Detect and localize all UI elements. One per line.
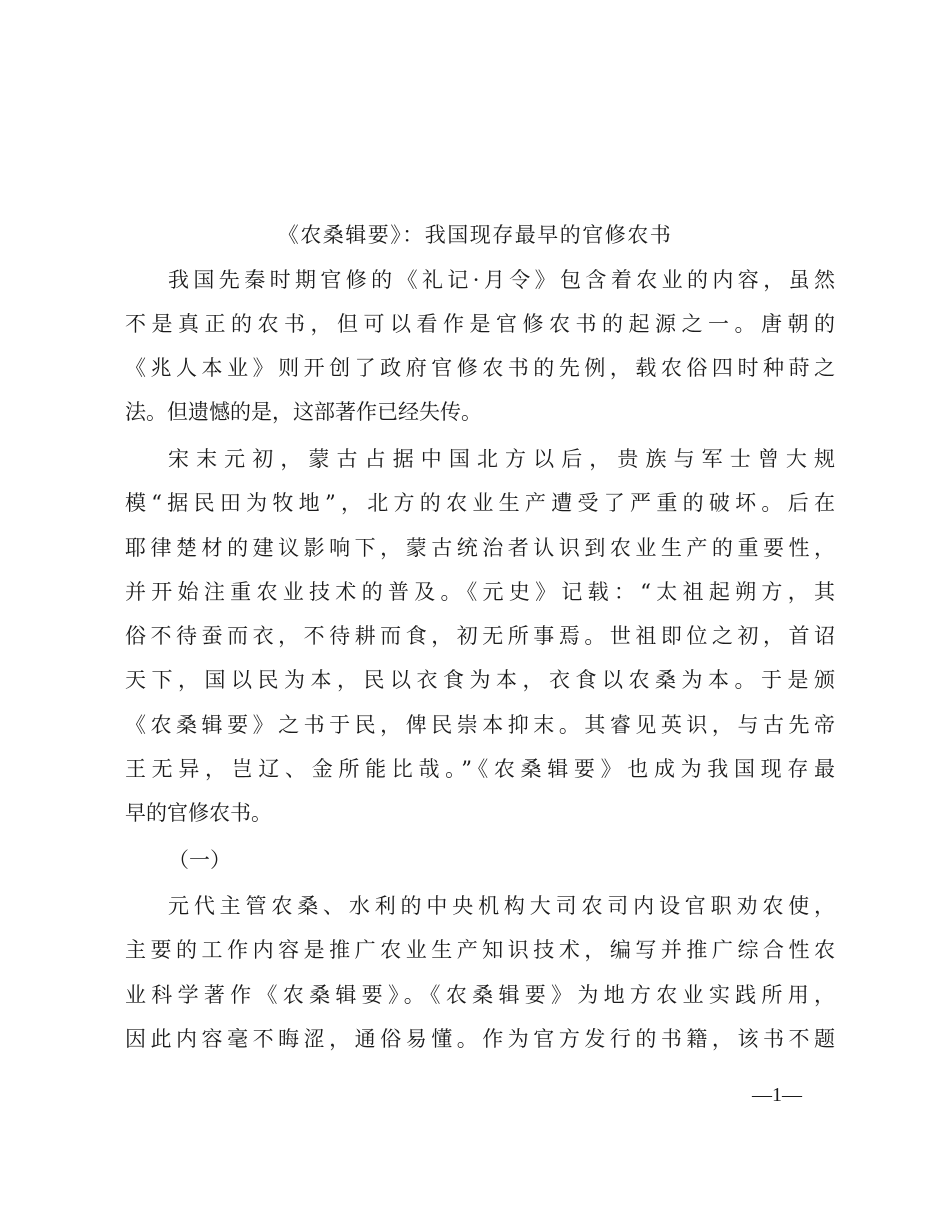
paragraph-1-line-4: 法。但遗憾的是，这部著作已经失传。 (125, 400, 482, 424)
paragraph-3-line-3: 业科学著作《农桑辑要》。《农桑辑要》为地方农业实践所用， (125, 983, 835, 1007)
paragraph-1-line-1: 我国先秦时期官修的《礼记·月令》包含着农业的内容，虽然 (168, 268, 835, 292)
section-heading: （一） (168, 848, 231, 872)
paragraph-2-line-2: 模“据民田为牧地”，北方的农业生产遭受了严重的破坏。后在 (125, 491, 835, 515)
paragraph-2-line-3: 耶律楚材的建议影响下，蒙古统治者认识到农业生产的重要性， (125, 536, 835, 560)
paragraph-2-line-9: 早的官修农书。 (125, 801, 272, 825)
paragraph-1-line-2: 不是真正的农书，但可以看作是官修农书的起源之一。唐朝的 (125, 312, 835, 336)
paragraph-2-line-7: 《农桑辑要》之书于民，俾民崇本抑末。其睿见英识，与古先帝 (125, 713, 835, 737)
paragraph-2-line-8: 王无异，岂辽、金所能比哉。”《农桑辑要》也成为我国现存最 (125, 757, 835, 781)
paragraph-2-line-1: 宋末元初，蒙古占据中国北方以后，贵族与军士曾大规 (168, 447, 835, 471)
paragraph-2-line-5: 俗不待蚕而衣，不待耕而食，初无所事焉。世祖即位之初，首诏 (125, 624, 835, 648)
page-number: —1— (752, 1084, 802, 1106)
paragraph-3-line-2: 主要的工作内容是推广农业生产知识技术，编写并推广综合性农 (125, 938, 835, 962)
paragraph-3-line-1: 元代主管农桑、水利的中央机构大司农司内设官职劝农使， (168, 894, 835, 918)
paragraph-2-line-4: 并开始注重农业技术的普及。《元史》记载：“太祖起朔方，其 (125, 580, 835, 604)
document-title: 《农桑辑要》：我国现存最早的官修农书 (277, 223, 673, 247)
paragraph-2-line-6: 天下，国以民为本，民以衣食为本，衣食以农桑为本。于是颁 (125, 668, 835, 692)
paragraph-3-line-4: 因此内容毫不晦涩，通俗易懂。作为官方发行的书籍，该书不题 (125, 1027, 835, 1051)
paragraph-1-line-3: 《兆人本业》则开创了政府官修农书的先例，载农俗四时种莳之 (125, 356, 835, 380)
